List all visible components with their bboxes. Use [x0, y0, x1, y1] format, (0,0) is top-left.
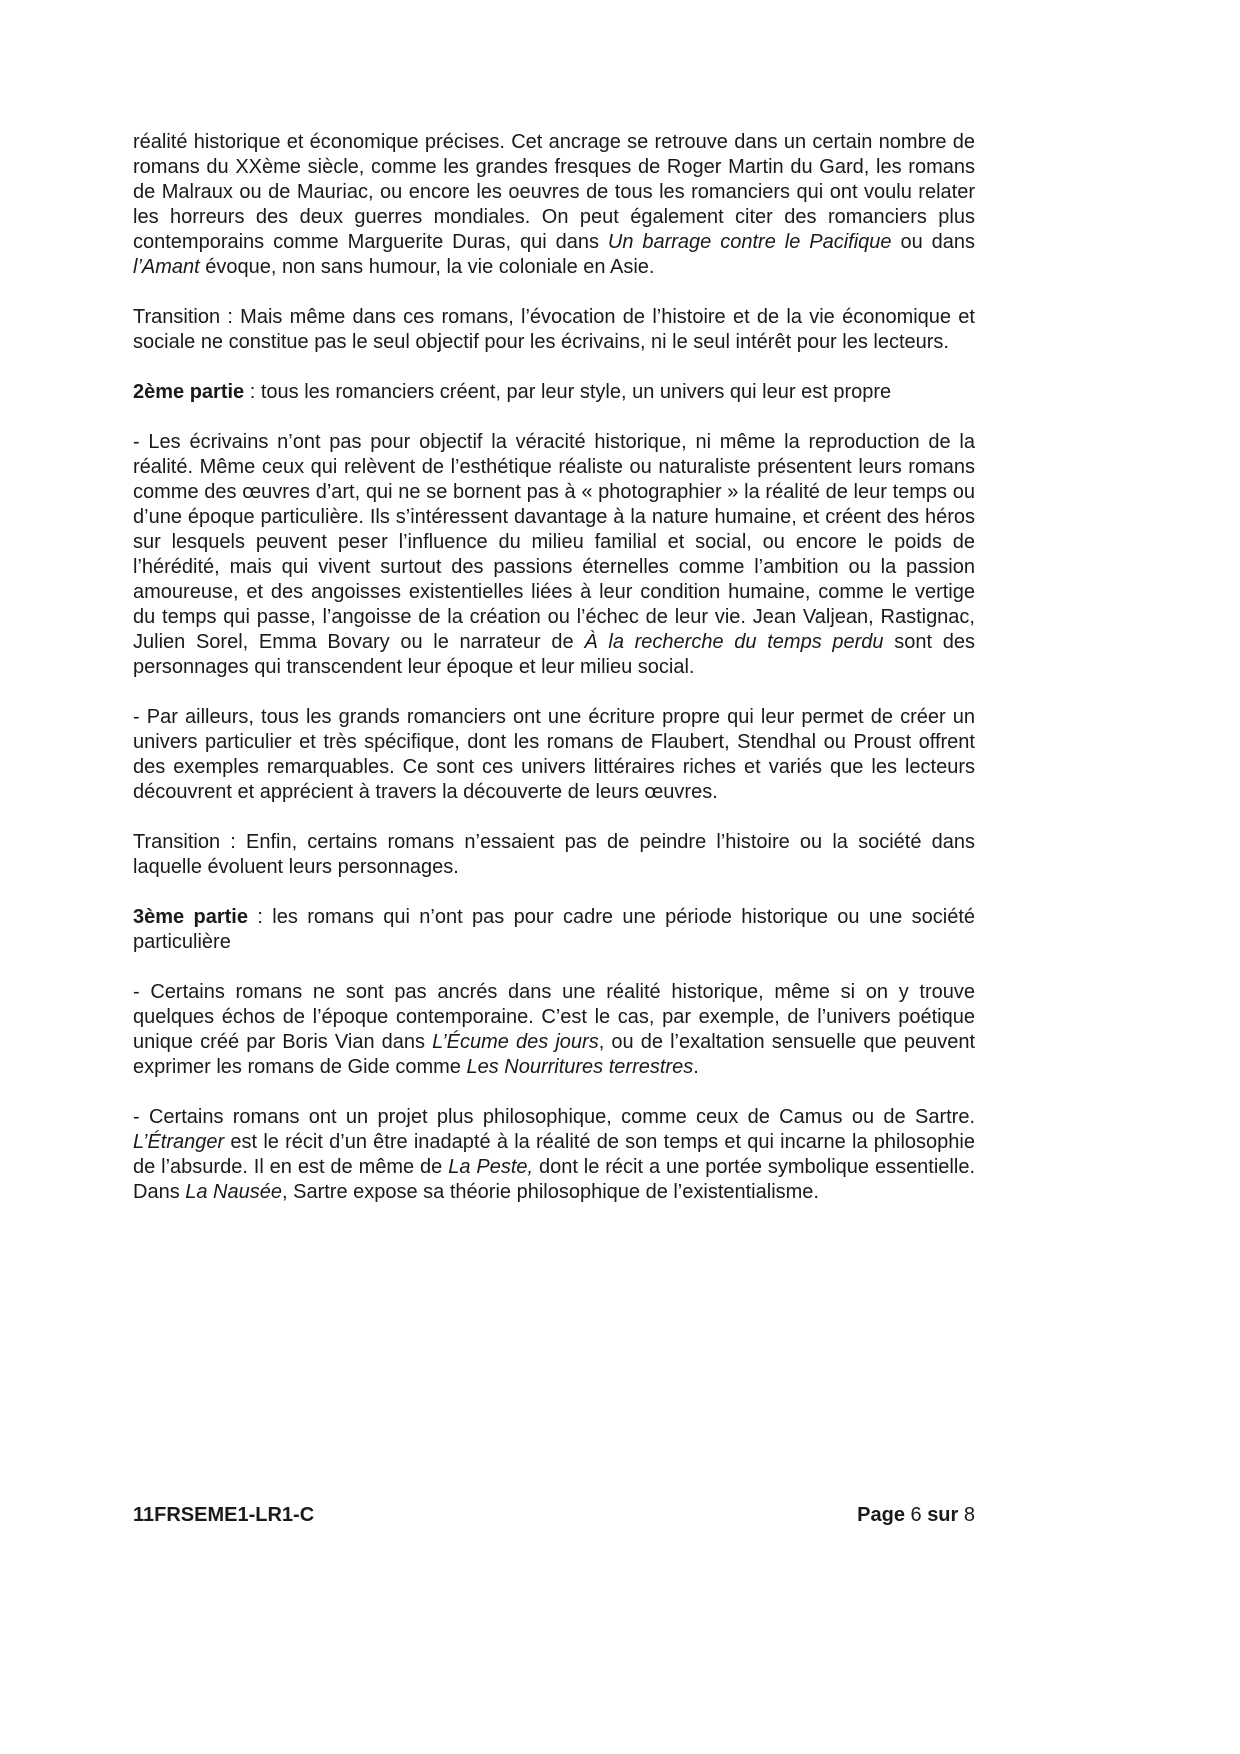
bullet-paragraph: [133, 1105, 975, 1205]
italic-text: Un barrage contre le Pacifique: [607, 231, 892, 253]
bold-text: Page: [857, 1504, 911, 1526]
text-run: est le récit d’un être inadapté à la réalité de son temps et qui incarne la philosophie de l’absurde. Il en est de même de: [133, 1131, 975, 1178]
text-run: évoque, non sans humour, la vie coloniale en Asie.: [199, 256, 655, 278]
italic-text: Les Nourritures terrestres: [466, 1056, 694, 1078]
document-code: 11FRSEME1-LR1-C: [133, 1504, 315, 1526]
part-3-heading: [133, 905, 975, 955]
document-body: [133, 130, 975, 1205]
bullet-paragraph: [133, 430, 975, 680]
italic-text: À la recherche du temps perdu: [584, 631, 884, 653]
text-run: .: [693, 1056, 699, 1078]
text-run: 6: [910, 1504, 928, 1526]
page-number: [857, 1503, 975, 1528]
text-run: 8: [963, 1504, 975, 1526]
italic-text: L’Étranger: [133, 1131, 225, 1153]
text-run: : les romans qui n’ont pas pour cadre une période historique ou une société particulière: [133, 906, 976, 953]
italic-text: La Peste,: [448, 1156, 534, 1178]
bullet-paragraph: [133, 980, 975, 1080]
part-2-heading: [133, 380, 975, 405]
page-footer: [133, 1503, 975, 1528]
italic-text: La Nausée: [185, 1181, 282, 1203]
bold-text: 3ème partie: [133, 906, 248, 928]
text-run: - Par ailleurs, tous les grands romanciers ont une écriture propre qui leur permet de créer un univers particulier et très spécifique, dont les romans de Flaubert, Stendhal ou Proust offrent des exemples remarquables. Ce sont ces univers littéraires riches et variés que les lecteurs découvrent et apprécient à travers la découverte de leurs œuvres.: [133, 706, 975, 803]
text-run: dont le récit a une portée symbolique essentielle. Dans: [133, 1156, 975, 1203]
italic-text: L’Écume des jours: [432, 1031, 599, 1053]
text-run: sont des personnages qui transcendent leur époque et leur milieu social.: [133, 631, 975, 678]
italic-text: l’Amant: [133, 256, 200, 278]
bullet-paragraph: [133, 705, 975, 805]
text-run: Transition : Enfin, certains romans n’essaient pas de peindre l’histoire ou la société dans laquelle évoluent leurs personnages.: [133, 831, 975, 878]
text-run: réalité historique et économique précises. Cet ancrage se retrouve dans un certain nombre de romans du XXème siècle, comme les grandes fresques de Roger Martin du Gard, les romans de Malraux ou de Mauriac, ou encore les oeuvres de tous les romanciers qui ont voulu relater les horreurs des deux guerres mondiales. On peut également citer des romanciers plus contemporains comme Marguerite Duras, qui dans: [133, 131, 975, 253]
text-run: ou dans: [891, 231, 975, 253]
text-run: Transition : Mais même dans ces romans, l’évocation de l’histoire et de la vie économique et sociale ne constitue pas le seul objectif pour les écrivains, ni le seul intérêt pour les lecteurs.: [133, 306, 975, 353]
text-run: , Sartre expose sa théorie philosophique de l’existentialisme.: [282, 1181, 819, 1203]
text-run: - Les écrivains n’ont pas pour objectif la véracité historique, ni même la reproduction de la réalité. Même ceux qui relèvent de l’esthétique réaliste ou naturaliste présentent leurs romans comme des œuvres d’art, qui ne se bornent pas à « photographier » la réalité de leur temps ou d’une époque particulière. Ils s’intéressent davantage à la nature humaine, et créent des héros sur lesquels peuvent peser l’influence du milieu familial et social, ou encore le poids de l’hérédité, mais qui vivent surtout des passions éternelles comme l’ambition ou la passion amoureuse, et des angoisses existentielles liées à leur condition humaine, comme le vertige du temps qui passe, l’angoisse de la création ou l’échec de leur vie. Jean Valjean, Rastignac, Julien Sorel, Emma Bovary ou le narrateur de: [133, 431, 975, 653]
transition-paragraph: [133, 305, 975, 355]
transition-paragraph: [133, 830, 975, 880]
bold-text: 2ème partie: [133, 381, 245, 403]
text-run: : tous les romanciers créent, par leur style, un univers qui leur est propre: [244, 381, 892, 403]
text-run: - Certains romans ont un projet plus philosophique, comme ceux de Camus ou de Sartre.: [133, 1106, 975, 1128]
continuation-paragraph: [133, 130, 975, 280]
text-run: , ou de l’exaltation sensuelle que peuvent exprimer les romans de Gide comme: [133, 1031, 976, 1078]
text-run: - Certains romans ne sont pas ancrés dans une réalité historique, même si on y trouve quelques échos de l’époque contemporaine. C’est le cas, par exemple, de l’univers poétique unique créé par Boris Vian dans: [133, 981, 975, 1053]
bold-text: sur: [927, 1504, 964, 1526]
